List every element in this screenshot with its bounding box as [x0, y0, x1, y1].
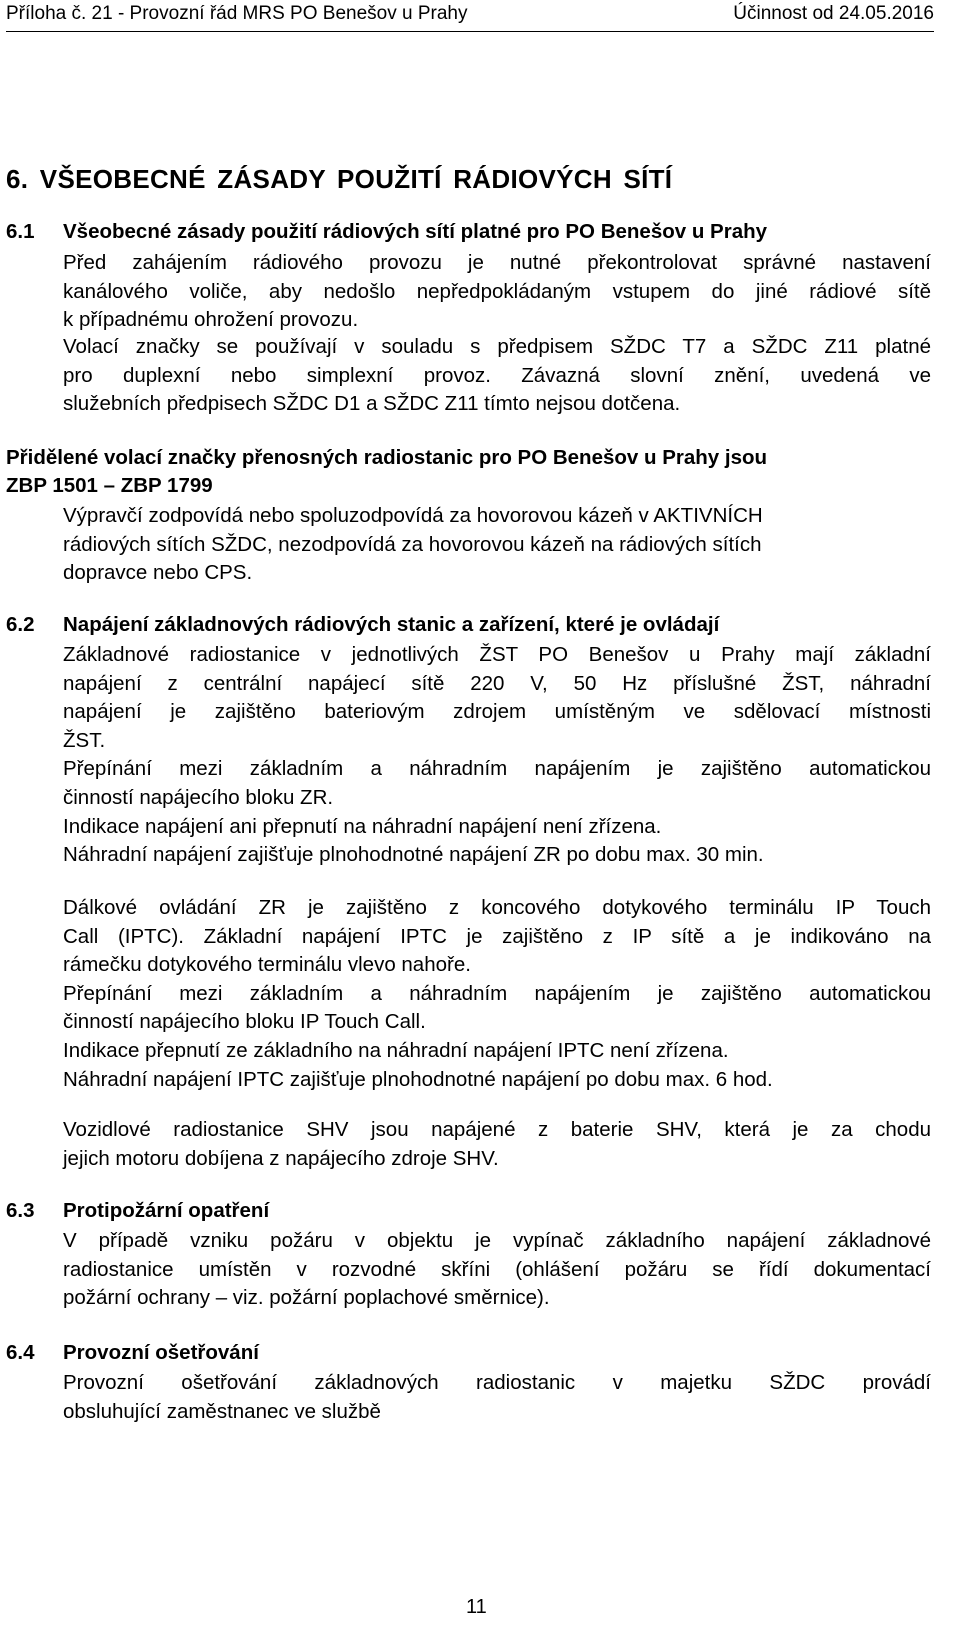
text-line: požární ochrany – viz. požární poplachové směrnice).: [63, 1286, 550, 1310]
section-6-3-title: Protipožární opatření: [63, 1199, 270, 1222]
text-line: napájení z centrální napájecí sítě 220 V, 50 Hz příslušné ŽST, náhradní: [63, 671, 931, 695]
page-number: 11: [466, 1596, 487, 1618]
text-line: služebních předpisech SŽDC D1 a SŽDC Z11 tímto nejsou dotčena.: [63, 392, 681, 416]
text-line: ŽST.: [63, 728, 106, 752]
callsign-heading-line-2: ZBP 1501 – ZBP 1799: [6, 474, 213, 497]
text-line: jejich motoru dobíjena z napájecího zdroje SHV.: [63, 1146, 499, 1170]
section-6-2-paragraph-2: [63, 894, 931, 1094]
page-header: [6, 3, 934, 32]
text-line: Indikace napájení ani přepnutí na náhradní napájení není zřízena.: [63, 814, 662, 838]
text-line: obsluhující zaměstnanec ve službě: [63, 1399, 381, 1423]
section-6-3-paragraph-1: [63, 1227, 931, 1313]
text-line: Volací značky se používají v souladu s předpisem SŽDC T7 a SŽDC Z11 platné: [63, 335, 931, 358]
text-line: Náhradní napájení IPTC zajišťuje plnohodnotné napájení po dobu max. 6 hod.: [63, 1067, 773, 1091]
section-6-1-title: Všeobecné zásady použití rádiových sítí platné pro PO Benešov u Prahy: [63, 220, 768, 243]
section-6-1-paragraph-3: [63, 502, 931, 588]
header-effective-date: Účinnost od 24.05.2016: [733, 3, 934, 24]
text-line: Přepínání mezi základním a náhradním napájením je zajištěno automatickou: [63, 757, 931, 781]
section-6-3-number: 6.3: [6, 1199, 35, 1222]
text-line: pro duplexní nebo simplexní provoz. Závazná slovní znění, uvedená ve: [63, 363, 931, 387]
section-6-1-paragraph-2: [63, 333, 931, 419]
text-line: činností napájecího bloku ZR.: [63, 785, 334, 809]
text-line: Dálkové ovládání ZR je zajištěno z koncového dotykového terminálu IP Touch: [63, 896, 931, 919]
text-line: Vozidlové radiostanice SHV jsou napájené z baterie SHV, která je za chodu: [63, 1118, 931, 1141]
section-6-2-title: Napájení základnových rádiových stanic a zařízení, které je ovládají: [63, 613, 720, 636]
text-line: Přepínání mezi základním a náhradním napájením je zajištěno automatickou: [63, 981, 931, 1005]
text-line: Indikace přepnutí ze základního na náhradní napájení IPTC není zřízena.: [63, 1038, 729, 1062]
text-line: radiostanice umístěn v rozvodné skříni (ohlášení požáru se řídí dokumentací: [63, 1257, 931, 1281]
text-line: rádiových sítích SŽDC, nezodpovídá za hovorovou kázeň na rádiových sítích: [63, 532, 762, 556]
section-6-4-title: Provozní ošetřování: [63, 1341, 259, 1364]
section-6-1-number: 6.1: [6, 220, 35, 243]
section-6-4-number: 6.4: [6, 1341, 35, 1364]
text-line: Základnové radiostanice v jednotlivých ŽST PO Benešov u Prahy mají základní: [63, 643, 931, 666]
text-line: kanálového voliče, aby nedošlo nepředpokládaným vstupem do jiné rádiové sítě: [63, 279, 931, 303]
header-document-title: Příloha č. 21 - Provozní řád MRS PO Benešov u Prahy: [6, 3, 468, 24]
section-6-2-paragraph-1: [63, 641, 931, 870]
section-6-2-paragraph-3: [63, 1116, 931, 1173]
chapter-title: 6. VŠEOBECNÉ ZÁSADY POUŽITÍ RÁDIOVÝCH SÍTÍ: [6, 164, 673, 194]
text-line: napájení je zajištěno bateriovým zdrojem umístěným ve sdělovací místnosti: [63, 700, 931, 724]
section-6-1-paragraph-1: [63, 249, 931, 335]
text-line: Výpravčí zodpovídá nebo spoluzodpovídá za hovorovou kázeň v AKTIVNÍCH: [63, 504, 763, 527]
text-line: Call (IPTC). Základní napájení IPTC je zajištěno z IP sítě a je indikováno na: [63, 924, 931, 948]
text-line: V případě vzniku požáru v objektu je vypínač základního napájení základnové: [63, 1229, 931, 1252]
callsign-heading-line-1: Přidělené volací značky přenosných radiostanic pro PO Benešov u Prahy jsou: [6, 446, 768, 469]
text-line: rámečku dotykového terminálu vlevo nahoře.: [63, 953, 471, 977]
section-6-2-number: 6.2: [6, 613, 35, 636]
text-line: dopravce nebo CPS.: [63, 561, 253, 585]
text-line: Náhradní napájení zajišťuje plnohodnotné napájení ZR po dobu max. 30 min.: [63, 843, 764, 867]
text-line: činností napájecího bloku IP Touch Call.: [63, 1010, 426, 1034]
text-line: Před zahájením rádiového provozu je nutné překontrolovat správné nastavení: [63, 251, 931, 274]
text-line: k případnému ohrožení provozu.: [63, 308, 359, 332]
section-6-4-paragraph-1: [63, 1369, 931, 1426]
text-line: Provozní ošetřování základnových radiostanic v majetku SŽDC provádí: [63, 1371, 931, 1394]
